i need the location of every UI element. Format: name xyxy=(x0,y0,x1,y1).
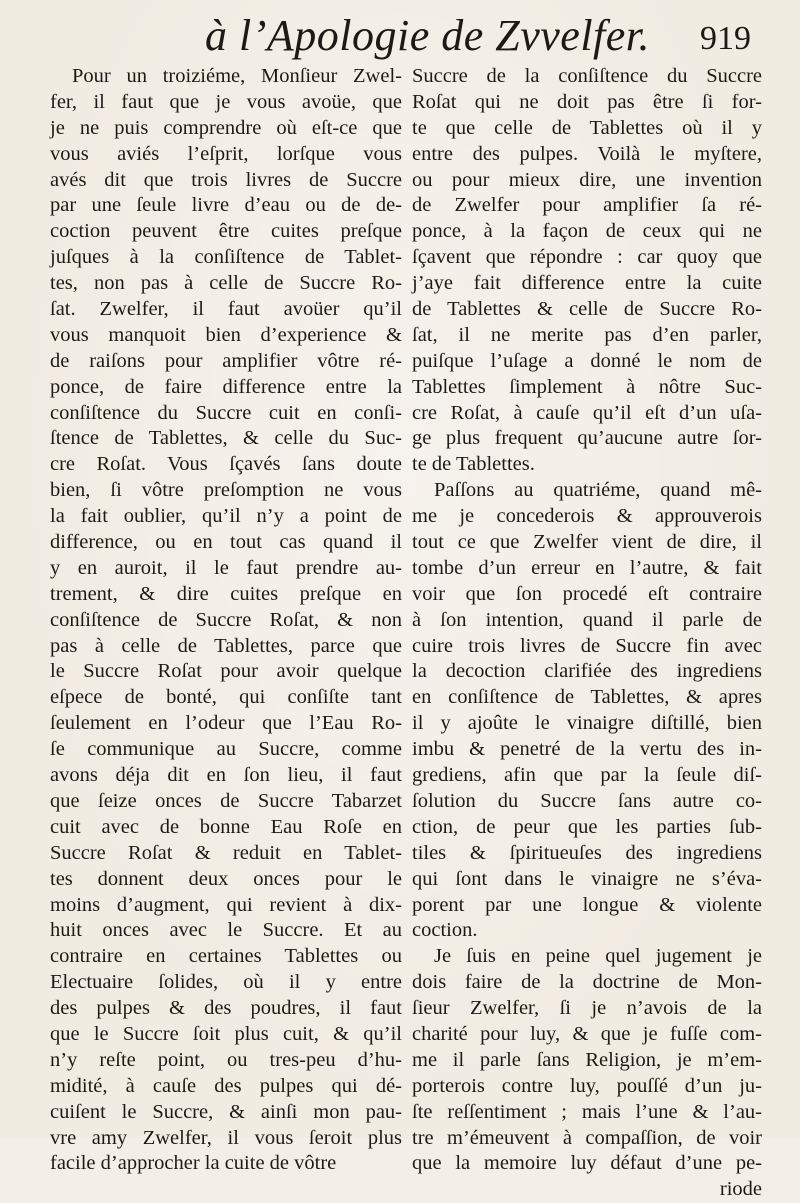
text-line: midité, à cauſe des pulpes qui dé- xyxy=(50,1074,402,1097)
text-line: facile d’approcher la cuite de vôtre xyxy=(50,1152,337,1175)
text-line: tre m’émeuvent à compaſſion, de voir xyxy=(412,1126,762,1149)
text-line: j’aye fait difference entre la cuite xyxy=(412,272,762,295)
text-line: tes donnent deux onces pour le xyxy=(50,867,402,890)
text-line: imbu & penetré de la vertu des in- xyxy=(412,738,762,761)
text-line: trement, & dire cuites preſque en xyxy=(50,582,402,605)
text-line: Pour un troiziéme, Monſieur Zwel- xyxy=(72,65,402,87)
text-line: pas à celle de Tablettes, parce que xyxy=(50,634,402,657)
text-line: cuire trois livres de Succre fin avec xyxy=(412,634,762,657)
text-line: cre Roſat. Vous ſçavés ſans doute xyxy=(50,453,402,476)
text-line: grediens, afin que par la ſeule diſ- xyxy=(412,764,762,787)
text-line: ponce, à la façon de ceux qui ne xyxy=(412,220,762,243)
text-line: ſieur Zwelfer, ſi je n’avois de la xyxy=(412,997,762,1020)
text-line: bien, ſi vôtre preſomption ne vous xyxy=(50,479,402,502)
text-line: cuiſent le Succre, & ainſi mon pau- xyxy=(50,1100,402,1123)
text-line: il y ajoûte le vinaigre diſtillé, bien xyxy=(412,712,762,735)
text-line: le Succre Roſat pour avoir quelque xyxy=(50,660,402,683)
text-line: me je concederois & approuverois xyxy=(412,505,762,528)
text-line: ſeulement en l’odeur que l’Eau Ro- xyxy=(50,712,402,735)
text-line: tout ce que Zwelfer vient de dire, il xyxy=(412,531,762,554)
text-line: Tablettes ſimplement à nôtre Suc- xyxy=(412,375,762,398)
text-line: cre Roſat, à cauſe qu’il eſt d’un uſa- xyxy=(412,401,762,424)
text-line: que la memoire luy défaut d’une pe- xyxy=(412,1152,762,1175)
running-title: à l’Apologie de Zvvelfer. xyxy=(205,11,651,60)
text-line: qui ſont dans le vinaigre ne s’éva- xyxy=(412,867,762,890)
text-line: conſiſtence du Succre cuit en conſi- xyxy=(50,401,402,424)
text-line: ſolution du Succre ſans autre co- xyxy=(412,789,762,812)
text-line: vre amy Zwelfer, il vous ſeroit plus xyxy=(50,1126,402,1149)
text-line: ge plus frequent qu’aucune autre ſor- xyxy=(412,427,762,450)
text-line: te que celle de Tablettes où il y xyxy=(412,116,762,139)
text-line: la fait oublier, qu’il n’y a point de xyxy=(50,505,402,528)
page-number: 919 xyxy=(700,20,751,57)
text-line: y en auroit, il le faut prendre au- xyxy=(50,556,402,579)
running-head xyxy=(0,8,800,68)
text-line: porterois contre luy, pouſſé d’un ju- xyxy=(412,1074,762,1097)
text-line: la decoction clarifiée des ingrediens xyxy=(412,660,762,683)
text-line: voir que ſon procedé eſt contraire xyxy=(412,582,762,605)
text-line: par une ſeule livre d’eau ou de de- xyxy=(50,194,402,217)
text-line: charité pour luy, & que je fuſſe com- xyxy=(412,1022,762,1045)
text-line: ſte reſſentiment ; mais l’une & l’au- xyxy=(412,1100,762,1123)
text-line: puiſque l’uſage a donné le nom de xyxy=(412,349,762,372)
text-line: Roſat qui ne doit pas être ſi for- xyxy=(412,90,762,113)
text-line: tiles & ſpiritueuſes des ingrediens xyxy=(412,841,762,864)
text-line: ſe communique au Succre, comme xyxy=(50,738,402,761)
text-line: de Zwelfer pour amplifier ſa ré- xyxy=(412,194,762,217)
text-line: conſiſtence de Succre Roſat, & non xyxy=(50,608,402,631)
text-line: ction, de peur que les parties ſub- xyxy=(412,815,762,838)
left-column xyxy=(50,64,402,1177)
text-line: de raiſons pour amplifier vôtre ré- xyxy=(50,349,402,372)
text-line: dois faire de la doctrine de Mon- xyxy=(412,971,762,994)
text-line: coction peuvent être cuites preſque xyxy=(50,220,402,243)
text-line: n’y reſte point, ou tres-peu d’hu- xyxy=(50,1048,402,1071)
text-line: te de Tablettes. xyxy=(412,453,535,476)
text-line: riode xyxy=(719,1178,762,1201)
text-line: huit onces avec le Succre. Et au xyxy=(50,919,402,942)
text-line: que le Succre ſoit plus cuit, & qu’il xyxy=(50,1022,402,1045)
text-line: vous manquoit bien d’experience & xyxy=(50,323,402,346)
text-line: ſat. Zwelfer, il faut avoüer qu’il xyxy=(50,298,402,321)
text-line: difference, ou en tout cas quand il xyxy=(50,531,402,554)
text-line: contraire en certaines Tablettes ou xyxy=(50,945,402,968)
text-line: cuit avec de bonne Eau Roſe en xyxy=(50,815,402,838)
text-line: ponce, de faire difference entre la xyxy=(50,375,402,398)
text-line: Paſſons au quatriéme, quand mê- xyxy=(434,479,762,502)
text-line: ſat, il ne merite pas d’en parler, xyxy=(412,323,762,346)
text-line: avons déja dit en ſon lieu, il faut xyxy=(50,764,402,787)
text-line: de Tablettes & celle de Succre Ro- xyxy=(412,298,762,321)
text-line: à ſon intention, quand il parle de xyxy=(412,608,762,631)
text-line: juſques à la conſiſtence de Tablet- xyxy=(50,246,402,269)
text-line: je ne puis comprendre où eſt-ce que xyxy=(50,116,402,139)
text-line: vous aviés l’eſprit, lorſque vous xyxy=(50,142,402,165)
text-line: que ſeize onces de Succre Tabarzet xyxy=(50,789,402,812)
text-line: tombe d’un erreur en l’autre, & fait xyxy=(412,556,762,579)
text-line: Electuaire ſolides, où il y entre xyxy=(50,971,402,994)
text-line: Je ſuis en peine quel jugement je xyxy=(434,945,762,968)
text-line: avés dit que trois livres de Succre xyxy=(50,168,402,191)
text-line: fer, il faut que je vous avoüe, que xyxy=(50,90,402,113)
text-line: tes, non pas à celle de Succre Ro- xyxy=(50,272,402,295)
text-line: moins d’augment, qui revient à dix- xyxy=(50,893,402,916)
text-line: Succre de la conſiſtence du Succre xyxy=(412,65,762,87)
text-line: me il parle ſans Religion, je m’em- xyxy=(412,1048,762,1071)
text-line: ſtence de Tablettes, & celle du Suc- xyxy=(50,427,402,450)
text-line: ſçavent que répondre : car quoy que xyxy=(412,246,762,269)
text-line: eſpece de bonté, qui conſiſte tant xyxy=(50,686,402,709)
right-column xyxy=(412,64,762,1203)
text-line: Succre Roſat & reduit en Tablet- xyxy=(50,841,402,864)
text-line: des pulpes & des poudres, il faut xyxy=(50,997,402,1020)
text-line: coction. xyxy=(412,919,478,942)
text-line: entre des pulpes. Voilà le myſtere, xyxy=(412,142,762,165)
text-line: en conſiſtence de Tablettes, & apres xyxy=(412,686,762,709)
text-line: porent par une longue & violente xyxy=(412,893,762,916)
text-line: ou pour mieux dire, une invention xyxy=(412,168,762,191)
